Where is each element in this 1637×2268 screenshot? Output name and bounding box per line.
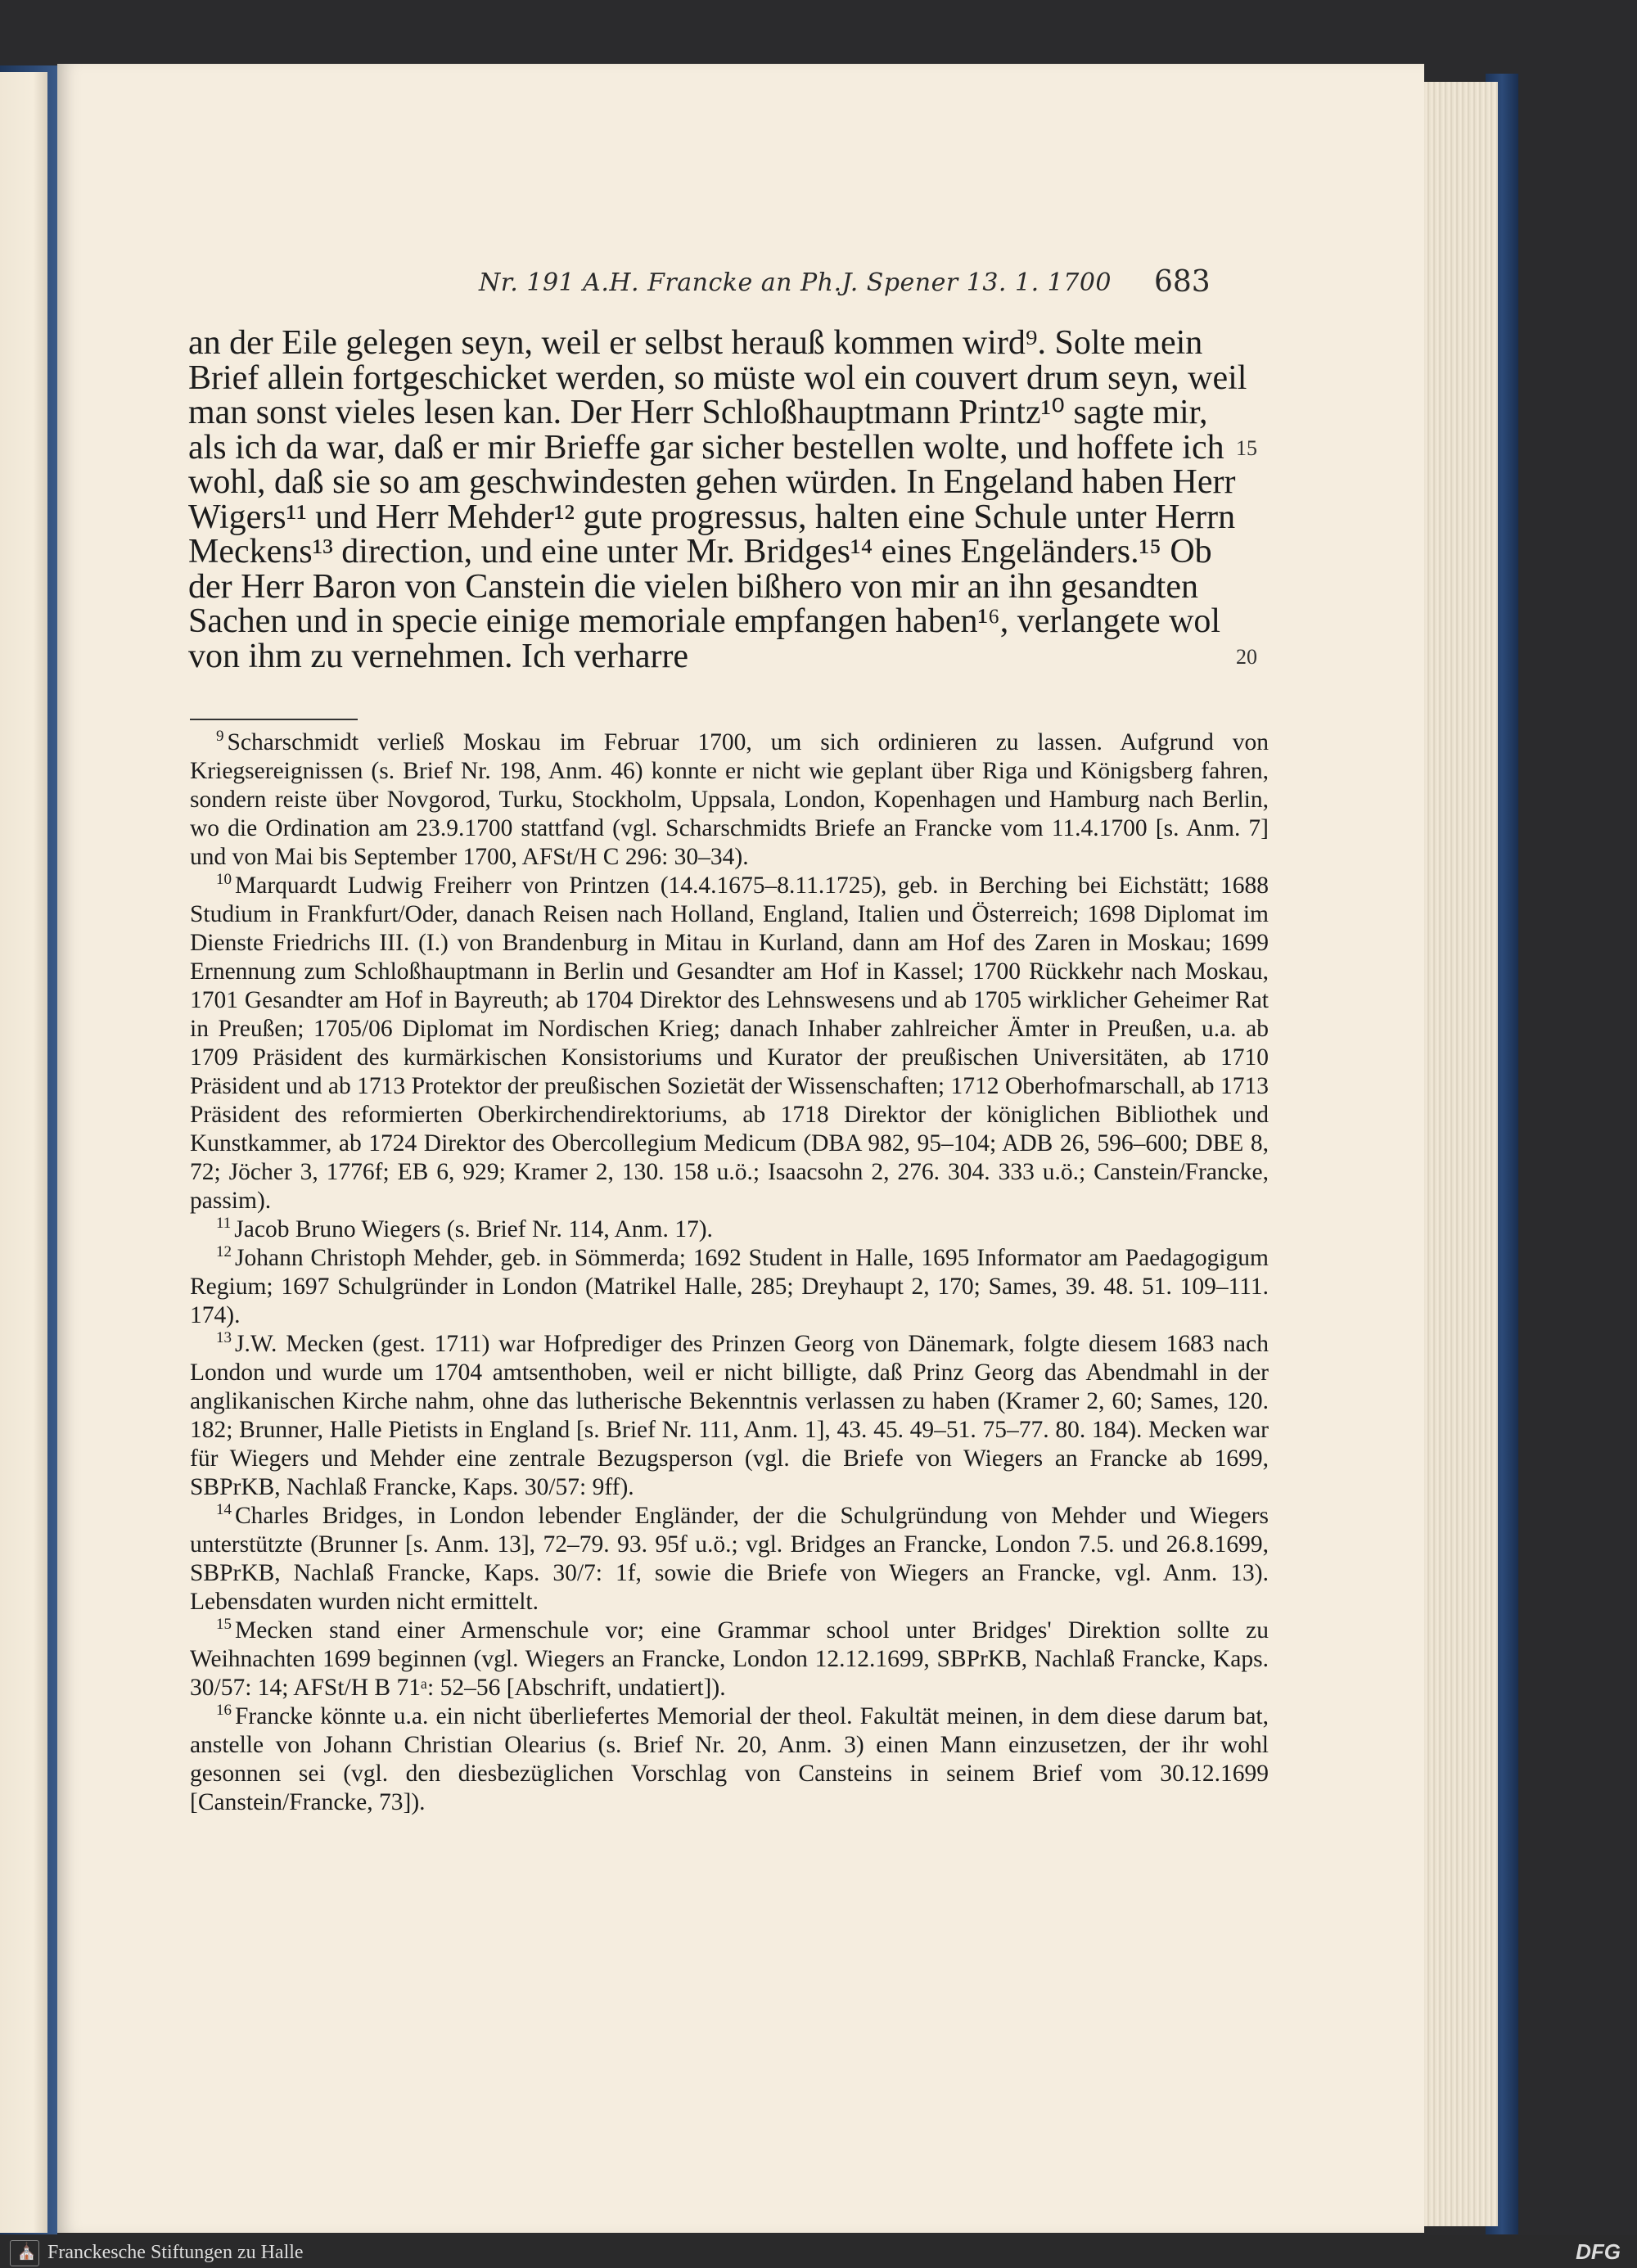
letter-body [188, 326, 1269, 674]
footnote-text: Charles Bridges, in London lebender Engländer, der die Schulgründung von Mehder und Wiegers unterstützte (Brunner [s. Anm. 13], 72–79. 93. 95f u.ö.; vgl. Bridges an Francke, London 7.5. und 26.8.1699, SBPrKB, Nachlaß Francke, Kaps. 30/7: 1f, sowie die Briefe von Wiegers an Francke, vgl. Anm. 13). Lebensdaten wurden nicht ermittelt. [190, 1503, 1269, 1615]
footnote [190, 1215, 1269, 1244]
left-page-edge [0, 72, 47, 2233]
footnote-rule [190, 719, 358, 720]
body-line: wohl, daß sie so am geschwindesten gehen würden. In Engeland haben Herr [188, 463, 1236, 501]
body-line: Sachen und in specie einige memoriale empfangen haben¹⁶, verlangete wol [188, 602, 1221, 640]
institution-logo-icon[interactable] [10, 2240, 39, 2266]
footnote [190, 728, 1269, 872]
footnote-text: Marquardt Ludwig Freiherr von Printzen (14.4.1675–8.11.1725), geb. in Berching bei Eichstätt; 1688 Studium in Frankfurt/Oder, danach Reisen nach Holland, England, Italien und Österreich; 1698 Diplomat im Dienste Friedrichs III. (I.) von Brandenburg in Mitau in Kurland, dann am Hof des Zaren in Moskau; 1699 Ernennung zum Schloßhauptmann in Berlin und Gesandter am Hof in Kassel; 1700 Rückkehr nach Moskau, 1701 Gesandter am Hof in Bayreuth; ab 1704 Direktor des Lehnswesens und ab 1705 wirklicher Geheimer Rat in Preußen; 1705/06 Diplomat im Nordischen Krieg; danach Inhaber zahlreicher Ämter in Preußen, u.a. ab 1709 Präsident des kurmärkischen Konsistoriums und Kurator der preußischen Universitäten, ab 1710 Präsident und ab 1713 Protektor der preußischen Sozietät der Wissenschaften; 1712 Oberhofmarschall, ab 1713 Präsident des reformierten Oberkirchendirektoriums, ab 1718 Direktor der königlichen Bibliothek und Kunstkammer, ab 1724 Direktor des Obercollegium Medicum (DBA 982, 95–104; ADB 26, 596–600; DBE 8, 72; Jöcher 3, 1776f; EB 6, 929; Kramer 2, 130. 158 u.ö.; Isaacsohn 2, 276. 304. 333 u.ö.; Canstein/Francke, passim). [190, 872, 1269, 1214]
dfg-logo[interactable]: DFG [1576, 2239, 1621, 2264]
footnote [190, 872, 1269, 1215]
footnote-number: 14 [216, 1501, 232, 1518]
footnote [190, 1330, 1269, 1502]
institution-name[interactable]: Franckesche Stiftungen zu Halle [47, 2242, 304, 2263]
footnote [190, 1244, 1269, 1330]
footnote-number: 13 [216, 1329, 232, 1346]
body-line: Wigers¹¹ und Herr Mehder¹² gute progressus, halten eine Schule unter Herrn [188, 498, 1236, 536]
page-number: 683 [1154, 265, 1211, 299]
footnote-text: Jacob Bruno Wiegers (s. Brief Nr. 114, Anm. 17). [234, 1216, 713, 1242]
body-line: Brief allein fortgeschicket werden, so müste wol ein couvert drum seyn, weil [188, 358, 1247, 397]
body-line: als ich da war, daß er mir Brieffe gar sicher bestellen wolte, und hoffete ich [188, 428, 1224, 467]
footnote-number: 12 [216, 1243, 232, 1260]
footnote [190, 1702, 1269, 1817]
body-line: Meckens¹³ direction, und eine unter Mr. Bridges¹⁴ eines Engeländers.¹⁵ Ob [188, 533, 1212, 570]
footnotes [190, 728, 1269, 1817]
page-stack [1424, 82, 1498, 2226]
line-number-20: 20 [1236, 645, 1257, 669]
footnote-text: Johann Christoph Mehder, geb. in Sömmerda; 1692 Student in Halle, 1695 Informator am Paedagogigum Regium; 1697 Schulgründer in London (Matrikel Halle, 285; Dreyhaupt 2, 170; Sames, 39. 48. 51. 109–111. 174). [190, 1245, 1269, 1328]
body-line: an der Eile gelegen seyn, weil er selbst herauß kommen wird⁹. Solte mein [188, 324, 1203, 362]
footnote-number: 11 [216, 1215, 232, 1232]
body-line: von ihm zu vernehmen. Ich verharre [188, 637, 689, 675]
body-line: man sonst vieles lesen kan. Der Herr Schloßhauptmann Printz¹⁰ sagte mir, [188, 394, 1208, 431]
running-head: Nr. 191 A.H. Francke an Ph.J. Spener 13. 1. 1700 [479, 268, 1112, 297]
footnote-number: 9 [216, 728, 224, 745]
footnote-number: 16 [216, 1702, 232, 1719]
line-number-15: 15 [1236, 436, 1257, 460]
footnote [190, 1502, 1269, 1616]
footnote-text: Francke könnte u.a. ein nicht überliefertes Memorial der theol. Fakultät meinen, in dem diese darum bat, anstelle von Johann Christian Olearius (s. Brief Nr. 20, Anm. 3) einen Mann einzusetzen, der ihr wohl gesonnen sei (vgl. den diesbezüglichen Vorschlag von Cansteins in seinem Brief vom 30.12.1699 [Canstein/Francke, 73]). [190, 1703, 1269, 1815]
book-page [57, 64, 1424, 2233]
footnote-text: Scharschmidt verließ Moskau im Februar 1700, um sich ordinieren zu lassen. Aufgrund von Kriegsereignissen (s. Brief Nr. 198, Anm. 46) konnte er nicht wie geplant über Riga und Königsberg fahren, sondern reiste über Novgorod, Turku, Stockholm, Uppsala, London, Kopenhagen und Hamburg nach Berlin, wo die Ordination am 23.9.1700 stattfand (vgl. Scharschmidts Briefe an Francke vom 11.4.1700 [s. Anm. 7] und von Mai bis September 1700, AFSt/H C 296: 30–34). [190, 729, 1269, 870]
footnote-number: 15 [216, 1616, 232, 1633]
body-line: der Herr Baron von Canstein die vielen bißhero von mir an ihn gesandten [188, 567, 1198, 606]
footnote-text: Mecken stand einer Armenschule vor; eine Grammar school unter Bridges' Direktion sollte zu Weihnachten 1699 beginnen (vgl. Wiegers an Francke, London 12.12.1699, SBPrKB, Nachlaß Francke, Kaps. 30/57: 14; AFSt/H B 71ᵃ: 52–56 [Abschrift, undatiert]). [190, 1617, 1269, 1701]
footnote [190, 1616, 1269, 1702]
viewer-footer [0, 2235, 1637, 2268]
footnote-text: J.W. Mecken (gest. 1711) war Hofprediger des Prinzen Georg von Dänemark, folgte diesem 1683 nach London und wurde um 1704 amtsenthoben, weil er nicht billigte, daß Prinz Georg das Abendmahl in der anglikanischen Kirche nahm, ohne das lutherische Bekenntnis verlassen zu haben (Kramer 2, 60; Sames, 120. 182; Brunner, Halle Pietists in England [s. Brief Nr. 111, Anm. 1], 43. 45. 49–51. 75–77. 80. 184). Mecken war für Wiegers und Mehder eine zentrale Bezugsperson (vgl. die Briefe von Wiegers an Francke ab 1699, SBPrKB, Nachlaß Francke, Kaps. 30/57: 9ff). [190, 1331, 1269, 1500]
footnote-number: 10 [216, 871, 232, 888]
